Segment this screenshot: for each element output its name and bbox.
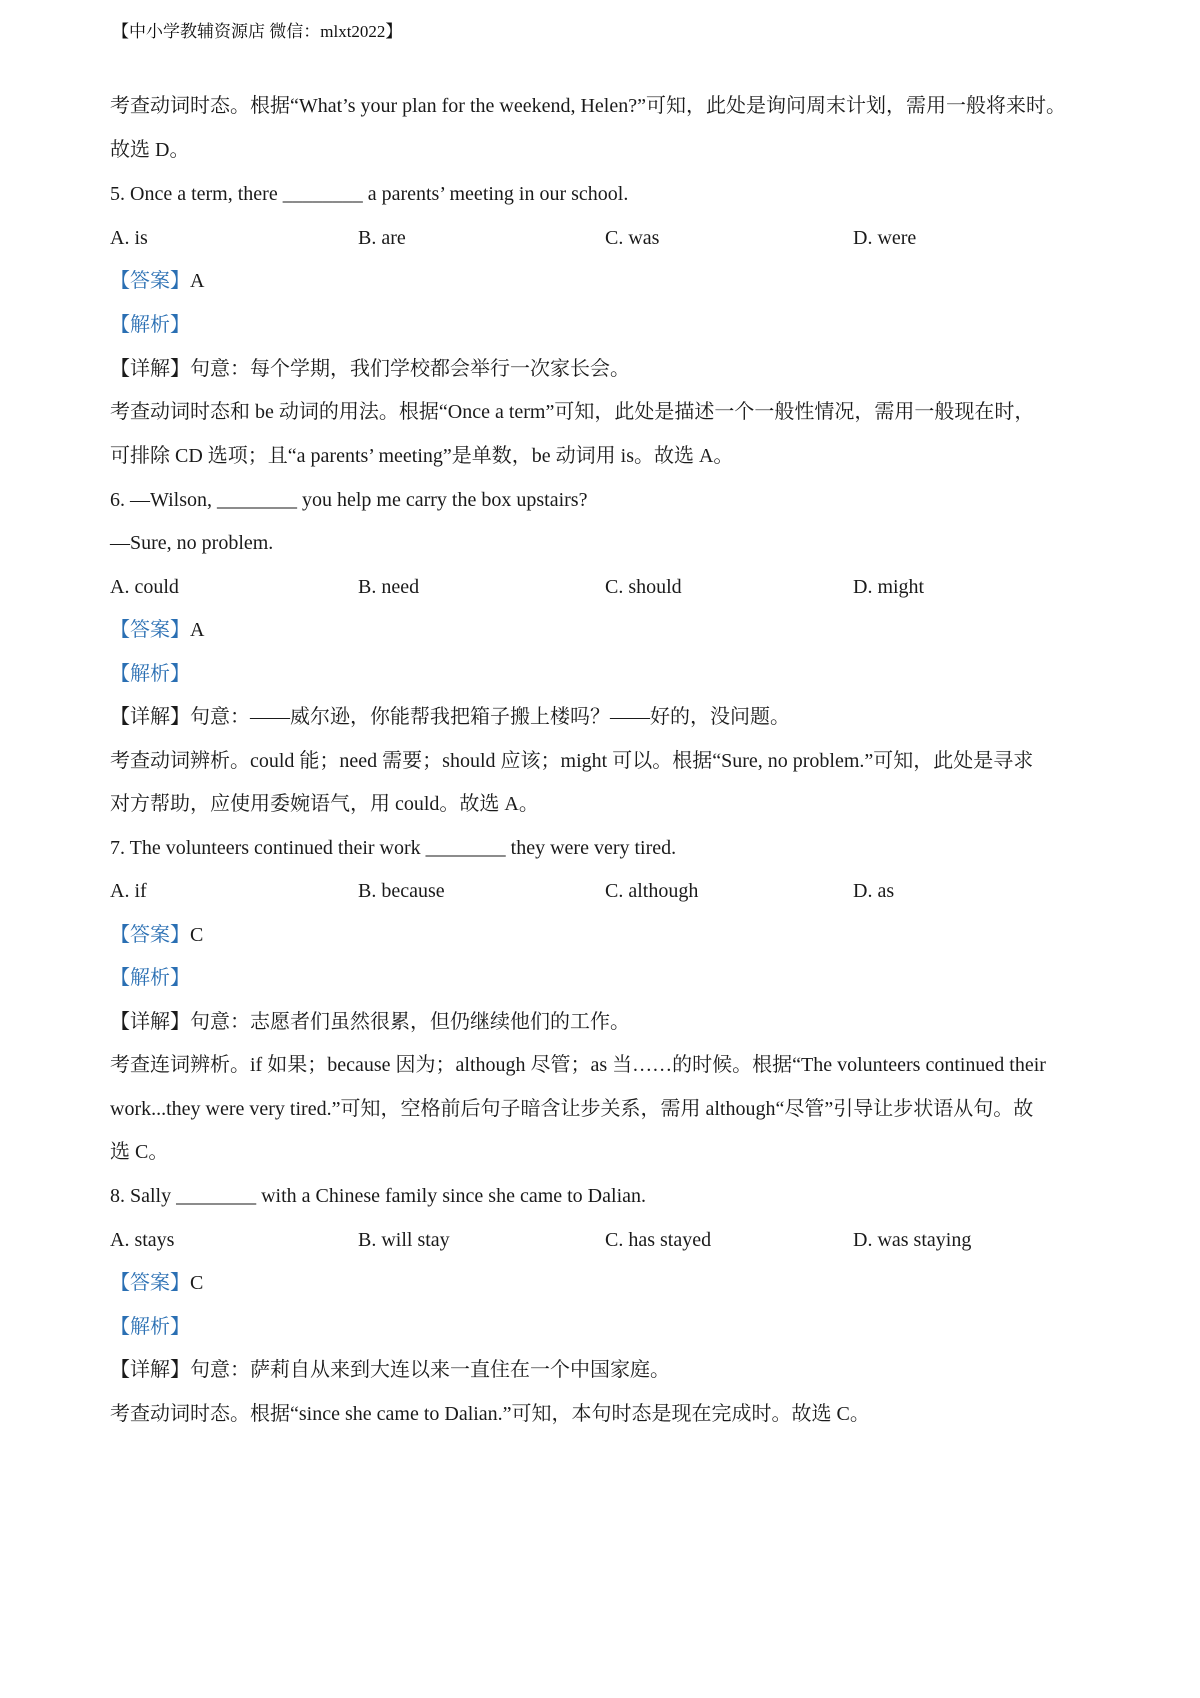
option-d: D. was staying (853, 1229, 972, 1251)
explanation-line: 考查动词时态。根据“since she came to Dalian.”可知，本句时态是现在完成时。故选 C。 (110, 1403, 870, 1425)
explanation-line: work...they were very tired.”可知，空格前后句子暗含让步关系，需用 although“尽管”引导让步状语从句。故 (110, 1098, 1034, 1120)
question-6-stem-reply: —Sure, no problem. (110, 532, 274, 554)
detail-line (110, 703, 1100, 731)
option-a: A. could (110, 576, 179, 598)
option-a: A. stays (110, 1229, 175, 1251)
option-c: C. was (605, 227, 660, 249)
explanation-line: 故选 D。 (110, 139, 190, 161)
explanation-line: 选 C。 (110, 1141, 169, 1163)
analysis-tag: 【解析】 (110, 663, 190, 685)
detail-tag: 【详解】 (110, 1359, 190, 1381)
analysis-tag: 【解析】 (110, 1316, 190, 1338)
detail-text: 句意：每个学期，我们学校都会举行一次家长会。 (190, 358, 630, 380)
detail-text: 句意：——威尔逊，你能帮我把箱子搬上楼吗？——好的，没问题。 (190, 706, 790, 728)
detail-text: 句意：萨莉自从来到大连以来一直住在一个中国家庭。 (190, 1359, 670, 1381)
answer-value: C (190, 1272, 204, 1294)
explanation-line: 考查动词时态。根据“What’s your plan for the weekend, Helen?”可知，此处是询问周末计划，需用一般将来时。 (110, 95, 1066, 117)
option-a: A. is (110, 227, 148, 249)
question-7-stem: 7. The volunteers continued their work ________ they were very tired. (110, 837, 677, 859)
answer-value: A (190, 619, 205, 641)
detail-text: 句意：志愿者们虽然很累，但仍继续他们的工作。 (190, 1011, 630, 1033)
question-6-stem: 6. —Wilson, ________ you help me carry the box upstairs? (110, 489, 588, 511)
explanation-line: 考查动词时态和 be 动词的用法。根据“Once a term”可知，此处是描述一个一般性情况，需用一般现在时， (110, 401, 1035, 423)
analysis-line (110, 964, 1100, 992)
option-d: D. might (853, 576, 925, 598)
question-5-stem: 5. Once a term, there ________ a parents’ meeting in our school. (110, 183, 629, 205)
detail-tag: 【详解】 (110, 706, 190, 728)
option-b: B. are (358, 227, 406, 249)
option-c: C. should (605, 576, 682, 598)
detail-line (110, 1356, 1100, 1384)
option-b: B. need (358, 576, 420, 598)
answer-value: A (190, 270, 205, 292)
explanation-line: 考查连词辨析。if 如果；because 因为；although 尽管；as 当……的时候。根据“The volunteers continued their (110, 1054, 1046, 1076)
answer-tag: 【答案】 (110, 619, 190, 641)
detail-line (110, 355, 1100, 383)
detail-tag: 【详解】 (110, 358, 190, 380)
answer-line (110, 267, 1100, 295)
detail-line (110, 1008, 1100, 1036)
answer-line (110, 921, 1100, 949)
explanation-line: 可排除 CD 选项；且“a parents’ meeting”是单数，be 动词用 is。故选 A。 (110, 445, 734, 467)
answer-line (110, 616, 1100, 644)
question-8-stem: 8. Sally ________ with a Chinese family since she came to Dalian. (110, 1185, 646, 1207)
explanation-line: 对方帮助，应使用委婉语气，用 could。故选 A。 (110, 793, 539, 815)
option-b: B. because (358, 880, 445, 902)
answer-line (110, 1269, 1100, 1297)
option-d: D. as (853, 880, 895, 902)
option-a: A. if (110, 880, 147, 902)
option-b: B. will stay (358, 1229, 450, 1251)
analysis-tag: 【解析】 (110, 314, 190, 336)
detail-tag: 【详解】 (110, 1011, 190, 1033)
option-c: C. although (605, 880, 699, 902)
analysis-line (110, 1313, 1100, 1341)
answer-tag: 【答案】 (110, 1272, 190, 1294)
explanation-line: 考查动词辨析。could 能；need 需要；should 应该；might 可以。根据“Sure, no problem.”可知，此处是寻求 (110, 750, 1034, 772)
answer-tag: 【答案】 (110, 924, 190, 946)
page-header: 【中小学教辅资源店 微信：mlxt2022】 (112, 22, 403, 41)
answer-tag: 【答案】 (110, 270, 190, 292)
analysis-line (110, 660, 1100, 688)
answer-value: C (190, 924, 204, 946)
analysis-tag: 【解析】 (110, 967, 190, 989)
analysis-line (110, 311, 1100, 339)
option-c: C. has stayed (605, 1229, 712, 1251)
option-d: D. were (853, 227, 917, 249)
